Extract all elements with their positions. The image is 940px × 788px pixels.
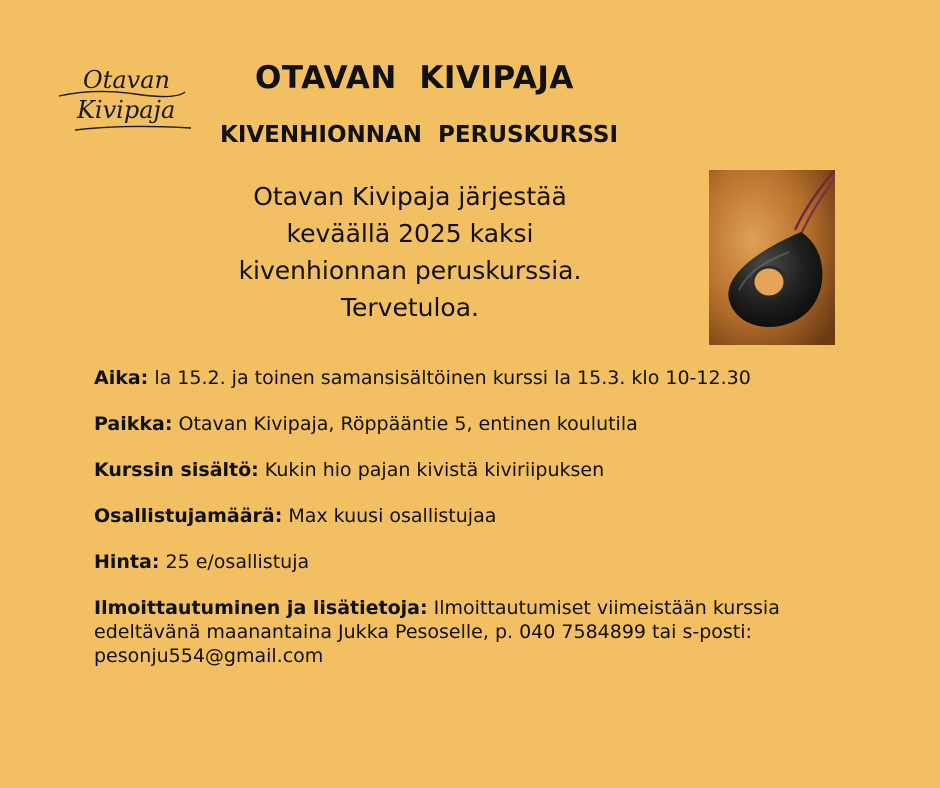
detail-content: Kurssin sisältö: Kukin hio pajan kivistä kiviriipuksen [94, 459, 605, 481]
detail-participants: Osallistujamäärä: Max kuusi osallistujaa [94, 505, 497, 527]
course-details [94, 366, 864, 668]
logo-line1: Otavan [83, 66, 170, 94]
intro-text [180, 178, 640, 326]
intro-line: keväällä 2025 kaksi [286, 219, 534, 248]
page-title: OTAVAN KIVIPAJA [255, 60, 574, 96]
logo-line2: Kivipaja [77, 96, 176, 124]
stone-pendant-photo [709, 170, 835, 345]
detail-time: Aika: la 15.2. ja toinen samansisältöinen kurssi la 15.3. klo 10-12.30 [94, 367, 751, 389]
page-subtitle: KIVENHIONNAN PERUSKURSSI [220, 122, 619, 148]
detail-place: Paikka: Otavan Kivipaja, Röppääntie 5, entinen koulutila [94, 413, 638, 435]
intro-line: Tervetuloa. [340, 293, 479, 322]
detail-registration: Ilmoittautuminen ja lisätietoja: Ilmoittautumiset viimeistään kurssia edeltävänä maanantaina Jukka Pesoselle, p. 040 7584899 tai s-posti: pesonju554@gmail.com [94, 597, 780, 667]
intro-line: Otavan Kivipaja järjestää [253, 182, 567, 211]
intro-line: kivenhionnan peruskurssia. [238, 256, 582, 285]
otavan-kivipaja-logo [55, 58, 195, 138]
detail-price: Hinta: 25 e/osallistuja [94, 551, 310, 573]
